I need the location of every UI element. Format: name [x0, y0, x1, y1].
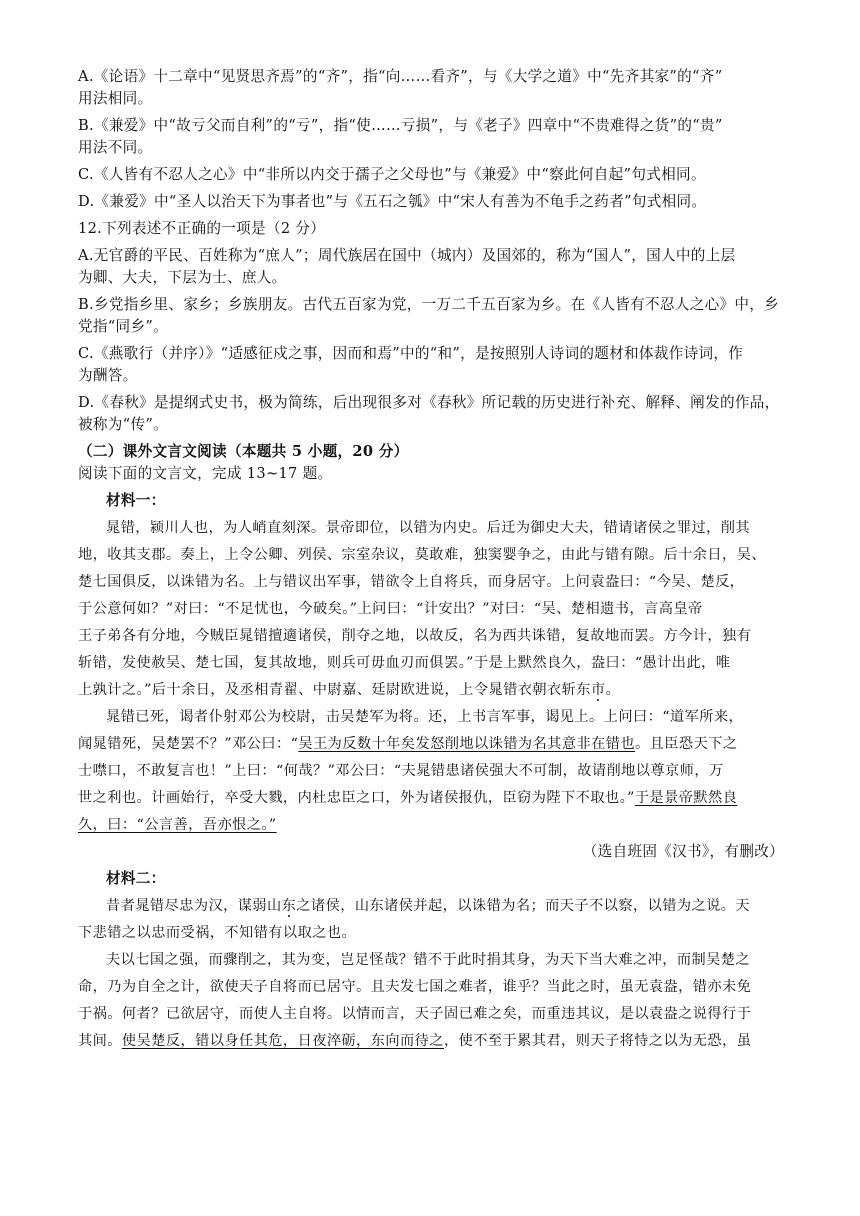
- material-1-line: 斩错，发使赦吴、楚七国，复其故地，则兵可毋血刃而俱罢。”于是上默然良久，盎曰：“愚计出此，唯: [78, 655, 731, 671]
- text-span: 之诸侯，山东诸侯并起，以诛错为名；而天子不以察，以错为之说。天: [296, 898, 751, 914]
- text-span: 。且臣恐天下之: [635, 736, 738, 752]
- material-1-line: 晁错已死，谒者仆射邓公为校尉，击吴楚军为将。还，上书言军事，谒见上。上问曰：“道军所来，: [106, 709, 744, 725]
- material-2-line: [78, 895, 784, 917]
- material-1-label: 材料一：: [106, 492, 166, 509]
- q11-option-b-line2: 用法不同。: [78, 139, 153, 156]
- material-1-line: 士噤口，不敢复言也！”上曰：“何哉？”邓公曰：“夫晁错患诸侯强大不可制，故请削地以尊京师，万: [78, 763, 724, 779]
- section-instruction: 阅读下面的文言文，完成 13~17 题。: [78, 465, 333, 482]
- underlined-sentence: 久，曰：“公言善，吾亦恨之。”: [78, 817, 277, 833]
- material-2-line: 命，乃为自全之计，欲使天子自将而已居守。且夫发七国之难者，谁乎？当此之时，虽无袁盎，错亦未免: [78, 979, 752, 995]
- underlined-sentence: 吴王为反数十年矣发怒削地以诛错为名其意非在错也: [298, 736, 636, 752]
- text-span: ，使不至于累其君，则天子将恃之以为无恐，虽: [443, 1033, 752, 1049]
- q12-option-b-line2: 党指“同乡”。: [78, 318, 168, 335]
- underlined-sentence: 使吴楚反，错以身任其危，日夜淬砺，东向而待之: [121, 1033, 444, 1049]
- text-span: 闻晁错死，吴楚罢不？”邓公曰：“: [78, 736, 299, 752]
- text-span: 昔者晁错尽忠为汉，谋弱山: [106, 898, 282, 914]
- material-1-line: 王子弟各有分地，今贼臣晁错擅適诸侯，削夺之地，以故反，名为西共诛错，复故地而罢。方今计，独有: [78, 628, 752, 644]
- q12-option-a-line1: A.无官爵的平民、百姓称为“庶人”；周代族居在国中（城内）及国郊的，称为“国人”，国人中的上层: [78, 247, 736, 264]
- q11-option-d: D.《兼爱》中“圣人以治天下为事者也”与《五石之瓠》中“宋人有善为不龟手之药者”句式相同。: [78, 193, 707, 210]
- q12-option-a-line2: 为卿、大夫，下层为士、庶人。: [78, 269, 287, 286]
- dotted-char: 东: [281, 898, 297, 914]
- q11-option-a-line2: 用法相同。: [78, 90, 153, 107]
- question-11-options: [78, 66, 784, 213]
- q11-option-a-line1: A.《论语》十二章中“见贤思齐焉”的“齐”，指“向……看齐”，与《大学之道》中“先齐其家”的“齐”: [78, 68, 723, 85]
- exam-page: [78, 66, 784, 1052]
- material-2-line: 于祸。何者？已欲居守，而使人主自将。以情而言，天子固已难之矣，而重违其议，是以袁盎之说得行于: [78, 1006, 752, 1022]
- q12-option-c-line1: C.《燕歌行（并序）》“适感征戍之事，因而和焉”中的“和”，是按照别人诗词的题材和体裁作诗词，作: [78, 345, 744, 362]
- material-1-line: [78, 787, 784, 809]
- section-heading: （二）课外文言文阅读（本题共 5 小题，20 分）: [78, 443, 409, 460]
- q12-option-d-line2: 被称为“传”。: [78, 416, 168, 433]
- material-1-line: 于公意何如？”对曰：“不足忧也，今破矣。”上问曰：“计安出？”对曰：“吴、楚相遗书，言高皇帝: [78, 601, 703, 617]
- material-1-line: 晁错，颍川人也，为人峭直刻深。景帝即位，以错为内史。后迁为御史大夫，错请诸侯之罪过，削其: [106, 520, 751, 536]
- text-span: 。: [605, 682, 621, 698]
- underlined-sentence: 于是景帝默然良: [634, 790, 738, 806]
- q12-stem: 12.下列表述不正确的一项是（2 分）: [78, 220, 326, 237]
- material-1: [78, 490, 784, 863]
- q12-option-d-line1: D.《春秋》是提纲式史书，极为简练，后出现很多对《春秋》所记载的历史进行补充、解释、阐发的作品，: [78, 394, 780, 411]
- material-1-line: 楚七国俱反，以诛错为名。上与错议出军事，错欲令上自将兵，而身居守。上问袁盎曰：“今吴、楚反，: [78, 574, 745, 590]
- text-span: 世之利也。计画始行，卒受大戮，内杜忠臣之口，外为诸侯报仇，臣窃为陛下不取也。”: [78, 790, 635, 806]
- material-1-line: [78, 679, 784, 701]
- material-1-line: [78, 733, 784, 755]
- text-span: 上孰计之。”后十余日，及丞相青翟、中尉嘉、廷尉欧进说，上令晁错衣朝衣斩东: [78, 682, 591, 698]
- question-12: [78, 218, 784, 436]
- material-1-line: 地，收其支郡。奏上，上令公卿、列侯、宗室杂议，莫敢难，独窦婴争之，由此与错有隙。后十余日，吴、: [78, 547, 766, 563]
- q11-option-c: C.《人皆有不忍人之心》中“非所以内交于孺子之父母也”与《兼爱》中“察此何自起”句式相同。: [78, 166, 706, 183]
- material-2: [78, 868, 784, 1052]
- source-citation: （选自班固《汉书》，有删改）: [582, 843, 784, 860]
- material-2-line: [78, 1030, 784, 1052]
- material-1-line: [78, 814, 784, 836]
- q12-option-c-line2: 为酬答。: [78, 367, 138, 384]
- material-2-line: 下悲错之以忠而受祸，不知错有以取之也。: [78, 925, 357, 941]
- q11-option-b-line1: B.《兼爱》中“故亏父而自利”的“亏”，指“使……亏损”，与《老子》四章中“不贵难得之货”的“贵”: [78, 117, 723, 134]
- material-2-label: 材料二：: [106, 870, 166, 887]
- dotted-char: 市: [590, 682, 606, 698]
- q12-option-b-line1: B.乡党指乡里、家乡；乡族朋友。古代五百家为党，一万二千五百家为乡。在《人皆有不忍人之心》中，乡: [78, 296, 780, 313]
- material-2-line: 夫以七国之强，而骤削之，其为变，岂足怪哉？错不于此时捐其身，为天下当大难之冲，而制吴楚之: [106, 952, 751, 968]
- text-span: 其间。: [78, 1033, 122, 1049]
